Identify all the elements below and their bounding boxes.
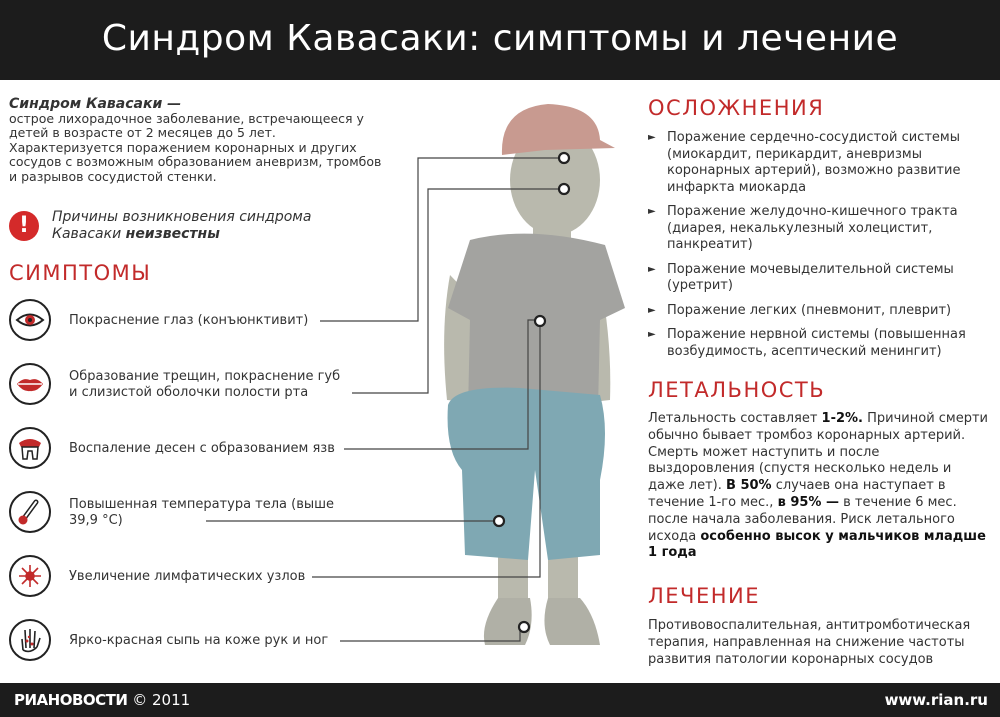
page-title: Синдром Кавасаки: симптомы и лечение: [101, 18, 899, 59]
mortality-part: случаев она наступает в течение 1-го мес.,: [648, 478, 946, 510]
mortality-bold: в 95% —: [777, 494, 839, 510]
list-item: ► Поражение желудочно-кишечного тракта (диарея, некалькулезный холецистит, панкреатит): [648, 204, 988, 254]
mortality-bold: особенно высок у мальчиков младше 1 года: [648, 528, 986, 561]
mortality-part: Причиной смерти обычно бывает тромбоз коронарных артерий. Смерть может наступить и после выздоровления (спустя несколько недель и даже лет).: [648, 411, 988, 494]
list-item: ► Поражение легких (пневмонит, плеврит): [648, 303, 988, 320]
symptom-text: Образование трещин, покраснение губ и слизистой оболочки полости рта: [69, 369, 341, 400]
exclamation-icon: !: [9, 211, 39, 241]
treatment-text: Противовоспалительная, антитромботическая терапия, направленная на снижение частоты развития патологии коронарных сосудов: [648, 618, 971, 667]
cause-text-a: Причины возникновения синдрома Кавасаки: [52, 209, 312, 242]
symptom-text: Увеличение лимфатических узлов: [69, 569, 306, 584]
intro-lead: Синдром Кавасаки —: [9, 96, 182, 112]
symptom-text: Воспаление десен с образованием язв: [69, 441, 335, 456]
symptoms-heading: СИМПТОМЫ: [9, 261, 152, 285]
site-link[interactable]: www.rian.ru: [884, 691, 988, 709]
footer-bar: [0, 683, 1000, 717]
footer-brand: [14, 691, 190, 709]
complications-list: [648, 130, 988, 368]
mortality-text: [648, 411, 988, 562]
list-item: ► Поражение мочевыделительной системы (уретрит): [648, 262, 988, 295]
copyright: © 2011: [127, 691, 191, 709]
intro-text: острое лихорадочное заболевание, встречающееся у детей в возрасте от 2 месяцев до 5 лет. Характеризуется поражением коронарных и других сосудов с возможным образованием аневризм, тромбов и разрывов сосудистой стенки.: [9, 110, 382, 184]
symptom-text: Повышенная температура тела (выше 39,9 °C): [69, 497, 335, 528]
complications-heading: ОСЛОЖНЕНИЯ: [648, 96, 825, 120]
child-illustration: [0, 80, 640, 683]
brand-logo-text: РИАНОВОСТИ: [14, 691, 128, 709]
mortality-heading: ЛЕТАЛЬНОСТЬ: [648, 378, 826, 402]
symptom-text: Покраснение глаз (конъюнктивит): [69, 313, 309, 328]
mortality-bold: В 50%: [726, 478, 772, 494]
symptom-text: Ярко-красная сыпь на коже рук и ног: [69, 633, 329, 648]
mortality-bold: 1-2%.: [821, 411, 863, 426]
header-bar: [0, 0, 1000, 80]
treatment-heading: ЛЕЧЕНИЕ: [648, 584, 760, 608]
mortality-part: в течение 6 мес. после начала заболевания. Риск летального исхода: [648, 494, 957, 544]
cause-text-b: неизвестны: [125, 226, 220, 242]
mortality-part: Летальность составляет: [648, 411, 822, 426]
list-item: ► Поражение нервной системы (повышенная возбудимость, асептический менингит): [648, 327, 988, 360]
list-item: ► Поражение сердечно-сосудистой системы (миокардит, перикардит, аневризмы коронарных артерий), возможно развитие инфаркта миокарда: [648, 130, 988, 196]
